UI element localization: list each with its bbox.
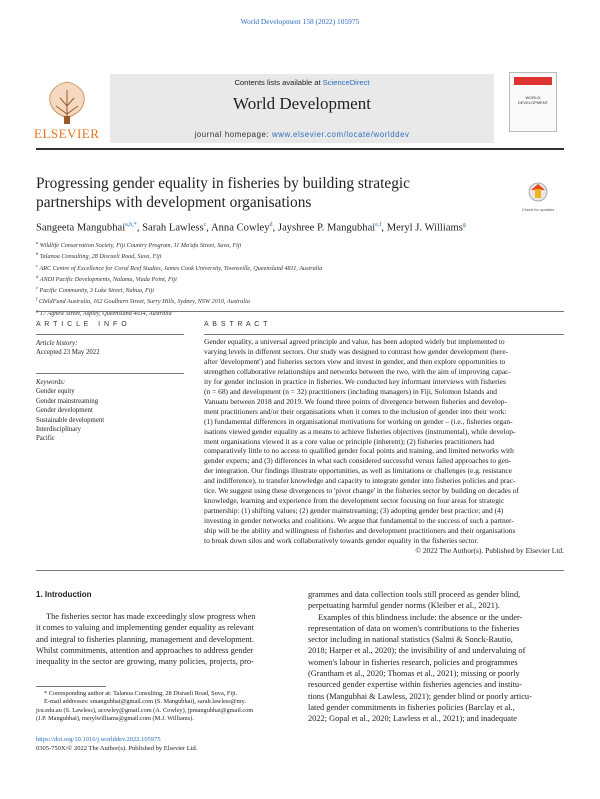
- affiliation-divider: [36, 311, 564, 312]
- article-history: [36, 339, 186, 358]
- check-for-updates-badge[interactable]: [521, 181, 555, 213]
- keywords-rule: [36, 373, 184, 374]
- affiliation-list: [36, 239, 564, 318]
- abstract-rule: [204, 334, 564, 335]
- keywords-label: Keywords:: [36, 379, 66, 386]
- issn-copyright: 0305-750X/© 2022 The Author(s). Published by Elsevier Ltd.: [36, 745, 198, 752]
- author-name: Anna Cowley: [210, 222, 270, 234]
- history-label: Article history:: [36, 340, 78, 347]
- cover-text: WORLD DEVELOPMENT: [517, 95, 549, 105]
- contents-available: [110, 78, 494, 87]
- title-line-1: Progressing gender equality in fisheries by building strategic: [36, 175, 410, 192]
- author-affiliation-marker[interactable]: g: [462, 222, 466, 228]
- corresponding-author: * Corresponding author at: Talanoa Consulting, 28 Disraeli Road, Suva, Fiji.: [44, 690, 238, 697]
- check-updates-label: Check for updates: [521, 207, 555, 212]
- affiliation-item: $^c$ ARC Centre of Excellence for Coral Reef Studies, James Cook University, Townsville, Queensland 4811, Australia: [36, 262, 323, 272]
- abstract-heading: A B S T R A C T: [204, 321, 269, 328]
- footnote: [36, 690, 292, 723]
- footnote-rule: [36, 686, 106, 687]
- keyword-item: Gender equity: [36, 388, 75, 396]
- article-info-heading: A R T I C L E I N F O: [36, 321, 128, 328]
- affiliation-item: $^g$ 17 Agnew Street, Aspley, Queensland 4034, Australia: [36, 307, 172, 317]
- keyword-item: Pacific: [36, 435, 55, 443]
- article-title: [36, 175, 476, 212]
- keyword-item: Gender development: [36, 407, 93, 415]
- author-name: Sarah Lawless: [142, 222, 204, 234]
- section-heading-introduction: 1. Introduction: [36, 590, 92, 599]
- abstract-text: Gender equality, a universal agreed principle and value, has been adopted widely but implemented to varying levels in different sectors. Our study was designed to contrast how gender development (here- after 'development') and fisheries sectors view and invest in gender, and then explore opportunities to strengthen collaborative relationships and networks between the two, with the aim of improving capac- ity for gender inclusion in practice in fisheries. We conducted key informant interviews with fisheries (n = 68) and development (n = 32) practitioners (including managers) in Fiji, Solomon Islands and Vanuatu between 2018 and 2019. We found three points of divergence between fisheries and develop- ment practitioners and/or their organisations when it comes to the inclusion of gender into their work: (1) fundamental differences in organisational motivations for working on gender – (i.e., fisheries organ- isations viewed gender equality as a means to achieve fisheries objectives (instrumental), while develop- ment organisations viewed it as a core value or principle (inherent); (2) fisheries practitioners had comparatively little to no access to qualified gender focal points and training, and limited networks with gender experts; and (3) differences in what each considered successful versus failed approaches to gen- der integration. Our findings illustrate opportunities, as well as limitations or challenges (e.g. resistance and indifference), to transfer knowledge and capacity to integrate gender into fisheries policies and prac- tice. We suggest using these divergences to 'pivot change' in the fisheries sector by building on decades of knowledge, learning and experience from the development sector focusing on four areas for strategic partnership: (1) shifting values; (2) gender mainstreaming; (3) adopting gender best practice; and (4) investing in gender networks and coalitions. We argue that fundamental to the success of such a partner- ship will be the ability and willingness of fisheries and development practitioners and their organisations to break down silos and work collaboratively towards gender equality in the fisheries sector. © 2022 The Author(s). Published by Elsevier Ltd.: [204, 337, 564, 556]
- elsevier-tree-logo: [36, 78, 98, 126]
- author-name: Meryl J. Williams: [386, 222, 463, 234]
- keyword-item: Gender mainstreaming: [36, 397, 99, 405]
- keyword-item: Sustainable development: [36, 416, 105, 424]
- affiliation-item: $^a$ Wildlife Conservation Society, Fiji Country Program, 11 Ma'afu Street, Suva, Fiji: [36, 240, 242, 250]
- email-addresses[interactable]: jcu.edu.au (S. Lawless), acowley@gmail.com (A. Cowley), jpmangubhai@gmail.com: [36, 706, 254, 714]
- author-name: Sangeeta Mangubhai: [36, 222, 126, 234]
- doi-link[interactable]: https://doi.org/10.1016/j.worlddev.2022.105975: [36, 736, 161, 743]
- intro-right-column: grammes and data collection tools still proceed as gender blind, perpetuating harmful gender norms (Kleiber et al., 2021). Examples of this blindness include: the absence or the under- representation of data on women's contributions to the fisheries sector including in national statistics (Salmi & Sonck-Rautio, 2018; Harper et al., 2020); the invisibility of and undervaluing of women's labour in fisheries research, policies and programmes (Grantham et al., 2020; Thomas et al., 2021); missing or poorly resourced gender expertise within fisheries agencies and institu- tions (Mangubhai & Lawless, 2021); gender blind or poorly articu- lated gender commitments in fisheries policies (Barclay et al., 2022; Gopal et al., 2020; Lawless et al., 2021); and inadequate: [308, 590, 532, 724]
- author-affiliation-marker[interactable]: e,f: [375, 222, 382, 228]
- journal-citation[interactable]: World Development 158 (2022) 105975: [240, 17, 360, 26]
- affiliation-item: $^b$ Talanoa Consulting, 28 Disraeli Road, Suva, Fiji: [36, 251, 162, 261]
- accepted-date: Accepted 23 May 2022: [36, 349, 100, 357]
- contents-prefix: Contents lists available at: [234, 78, 323, 87]
- affiliation-item: $^f$ ChildFund Australia, 162 Goulburn Street, Surry Hills, Sydney, NSW 2010, Australia: [36, 296, 250, 306]
- sciencedirect-link[interactable]: ScienceDirect: [322, 78, 370, 87]
- journal-cover-thumbnail: [509, 72, 557, 132]
- intro-left-column: The fisheries sector has made exceedingly slow progress when it comes to valuing and implementing gender equality as relevant and integral to fisheries planning, management and development. Whilst commitments, attention and approaches to address gender inequality in the sector are growing, many policies, projects, pro-: [36, 612, 256, 667]
- author-affiliation-marker[interactable]: a,b,*: [125, 222, 137, 228]
- keywords-block: [36, 378, 186, 444]
- publisher-logo-text: ELSEVIER: [34, 126, 100, 141]
- author-affiliation-marker[interactable]: c: [203, 222, 207, 228]
- journal-homepage: [110, 130, 494, 139]
- homepage-prefix: journal homepage:: [194, 130, 273, 139]
- keyword-item: Interdisciplinary: [36, 426, 81, 434]
- abstract-bottom-rule: [36, 570, 564, 571]
- article-info-rule: [36, 334, 184, 335]
- journal-title: World Development: [233, 94, 371, 113]
- email-addresses[interactable]: E-mail addresses: smangubhai@gmail.com (S. Mangubhai), sarah.lawless@my.: [44, 698, 246, 706]
- homepage-link[interactable]: www.elsevier.com/locate/worlddev: [272, 130, 410, 139]
- header-rule: [36, 148, 564, 150]
- author-name: Jayshree P. Mangubhai: [277, 222, 376, 234]
- abstract-copyright: © 2022 The Author(s). Published by Elsevier Ltd.: [415, 546, 564, 556]
- crossmark-icon: [521, 181, 555, 203]
- title-line-2: partnerships with development organisations: [36, 193, 312, 211]
- affiliation-item: $^d$ ANDI Pacific Developments, Nalamu, Viada Point, Fiji: [36, 273, 177, 283]
- author-list: Sangeeta Mangubhai$^{a,b,*}$, Sarah Lawless$^c$, Anna Cowley$^d$, Jayshree P. Mangubhai$^{e,f}$, Meryl J. Williams$^g$: [36, 222, 466, 234]
- email-addresses[interactable]: (J.P. Mangubhai), merylwilliams@gmail.com (M.J. Williams).: [36, 714, 194, 722]
- affiliation-item: $^e$ Pacific Community, 3 Luke Street, Nabua, Fiji: [36, 285, 154, 295]
- author-affiliation-marker[interactable]: d: [269, 222, 273, 228]
